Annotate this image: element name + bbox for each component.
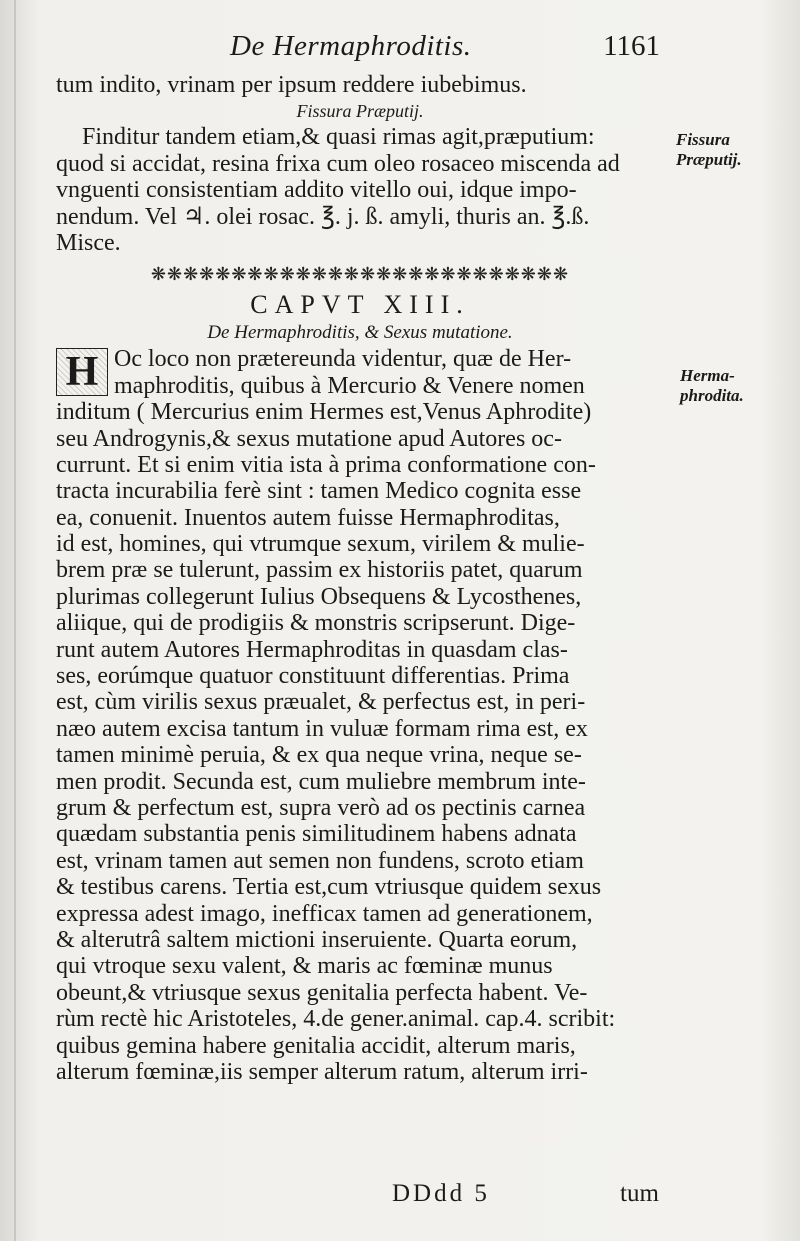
text-line: vnguenti consistentiam addito vitello oui, idque impo- <box>56 177 577 204</box>
margin-note-line: Herma- <box>680 366 735 385</box>
page-header <box>230 30 660 70</box>
text-line: Finditur tandem etiam,& quasi rimas agit,præputium: <box>82 124 595 151</box>
signature-mark: DDdd 5 <box>392 1180 490 1207</box>
text-line: brem præ se tulerunt, passim ex historiis patet, quarum <box>56 557 583 584</box>
text-line: currunt. Et si enim vitia ista à prima conformatione con- <box>56 451 596 478</box>
text-line: inditum ( Mercurius enim Hermes est,Venus Aphrodite) <box>56 399 592 426</box>
chapter-subtitle: De Hermaphroditis, & Sexus mutatione. <box>207 322 513 344</box>
text-line: obeunt,& vtriusque sexus genitalia perfecta habent. Ve- <box>56 979 588 1006</box>
text-line: & testibus carens. Tertia est,cum vtriusque quidem sexus <box>56 874 602 901</box>
text-line: & alterutrâ saltem mictioni inseruiente. Quarta eorum, <box>56 926 578 953</box>
text-line: runt autem Autores Hermaphroditas in quasdam clas- <box>56 636 568 663</box>
catchword: tum <box>620 1180 659 1207</box>
text-line: Misce. <box>56 229 121 256</box>
running-title: De Hermaphroditis. <box>230 30 472 62</box>
text-line: ea, conuenit. Inuentos autem fuisse Hermaphroditas, <box>56 504 560 531</box>
page-footer <box>0 1180 800 1212</box>
margin-note-line: Præputij. <box>676 150 742 169</box>
margin-note-line: phrodita. <box>680 386 744 405</box>
text-line: est, vrinam tamen aut semen non fundens, scroto etiam <box>56 847 584 874</box>
text-line: Oc loco non prætereunda videntur, quæ de Her- <box>114 346 572 373</box>
text-line: ses, eorúmque quatuor constituunt differentias. Prima <box>56 663 570 690</box>
text-line: seu Androgynis,& sexus mutatione apud Autores oc- <box>56 425 562 452</box>
text-line: maphroditis, quibus à Mercurio & Venere nomen <box>114 372 585 399</box>
text-line: grum & perfectum est, supra verò ad os pectinis carnea <box>56 794 586 821</box>
chapter-opening <box>56 346 664 399</box>
text-line: alterum fœminæ,iis semper alterum ratum, alterum irri- <box>56 1058 588 1085</box>
text-line: qui vtroque sexu valent, & maris ac fœminæ munus <box>56 953 553 980</box>
text-line: tamen minimè peruia, & ex qua neque vrina, neque se- <box>56 742 582 769</box>
text-line: id est, homines, qui vtrumque sexum, virilem & mulie- <box>56 531 585 558</box>
section-subhead: Fissura Præputij. <box>296 101 424 122</box>
text-line: aliique, qui de prodigiis & monstris scripserunt. Dige- <box>56 610 576 637</box>
text-line: næo autem excisa tantum in vuluæ formam rima est, ex <box>56 715 588 742</box>
text-line: expressa adest imago, inefficax tamen ad generationem, <box>56 900 593 927</box>
page-body <box>56 72 664 1085</box>
page-number: 1161 <box>603 30 660 62</box>
text-line: quod si accidat, resina frixa cum oleo rosaceo miscenda ad <box>56 150 620 177</box>
text-line: est, cùm virilis sexus præualet, & perfectus est, in peri- <box>56 689 586 716</box>
margin-note-line: Fissura <box>676 130 730 149</box>
text-line: quibus gemina habere genitalia accidit, alterum maris, <box>56 1032 576 1059</box>
text-line: tracta incurabilia ferè sint : tamen Medico cognita esse <box>56 478 582 505</box>
dropcap-initial: H <box>56 348 108 396</box>
margin-note-fissura <box>676 130 742 170</box>
text-line: tum indito, vrinam per ipsum reddere iubebimus. <box>56 72 527 98</box>
chapter-title: CAPVT XIII. <box>250 290 470 320</box>
text-line: plurimas collegerunt Iulius Obsequens & Lycosthenes, <box>56 583 582 610</box>
text-line: quædam substantia penis similitudinem habens adnata <box>56 821 577 848</box>
text-line: rùm rectè hic Aristoteles, 4.de gener.animal. cap.4. scribit: <box>56 1006 616 1033</box>
text-line: men prodit. Secunda est, cum muliebre membrum inte- <box>56 768 586 795</box>
margin-note-hermaphrodita <box>680 366 744 406</box>
page-gutter <box>14 0 16 1241</box>
ornamental-divider: ❋❋❋❋❋❋❋❋❋❋❋❋❋❋❋❋❋❋❋❋❋❋❋❋❋❋ <box>150 264 570 285</box>
text-line: nendum. Vel ♃. olei rosac. ℥. j. ß. amyli, thuris an. ℥.ß. <box>56 203 590 230</box>
